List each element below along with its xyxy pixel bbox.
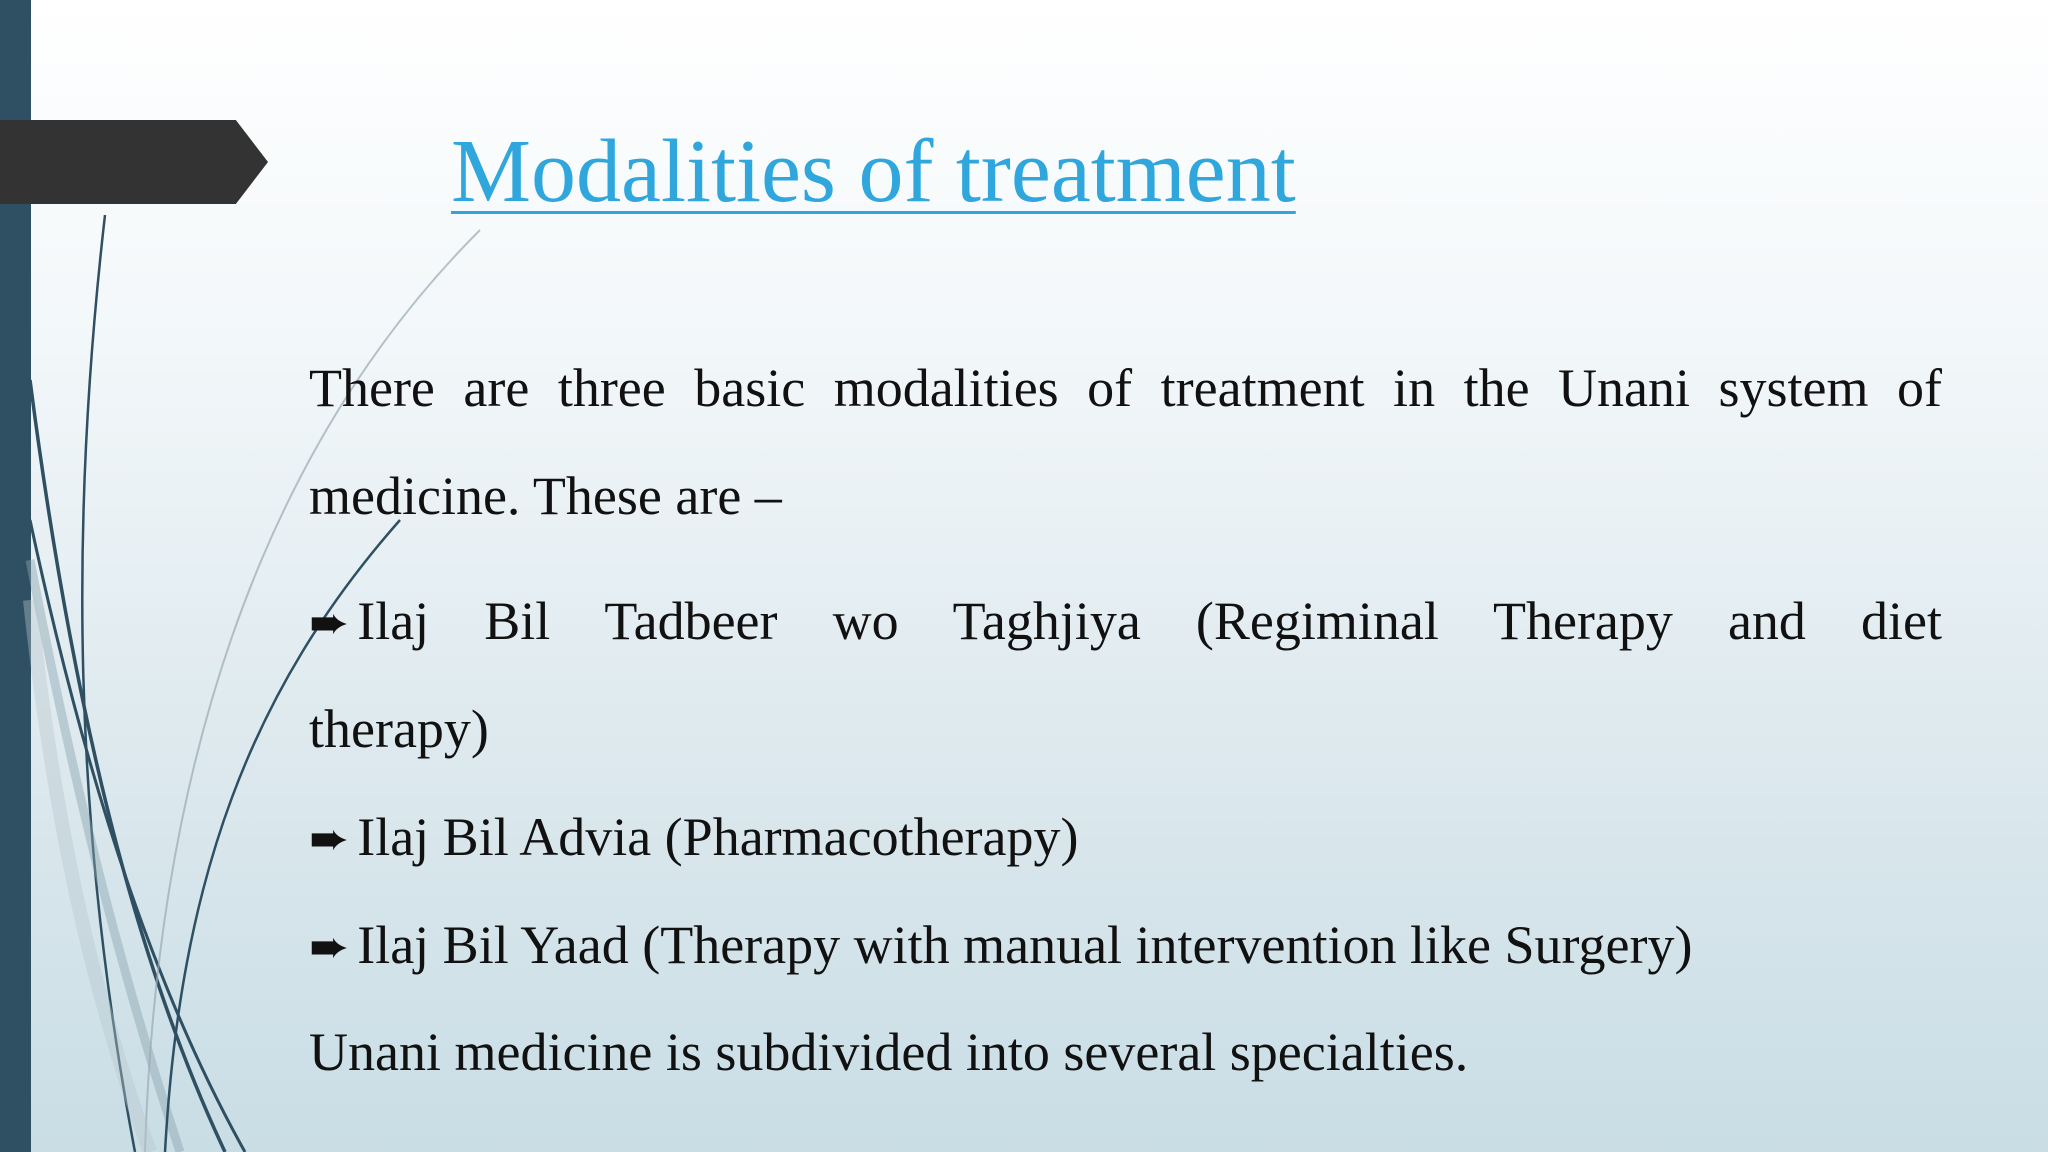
intro-line-1: There are three basic modalities of treatment in the Unani system of (309, 358, 1942, 418)
closing-line: Unani medicine is subdivided into several specialties. (309, 1022, 1469, 1082)
bullet-item-3 (309, 915, 1942, 978)
arrow-bullet-icon: ➨ (309, 813, 350, 866)
bullet-item-1-line-2: therapy) (309, 699, 489, 759)
intro-line-2: medicine. These are – (309, 466, 782, 526)
bullet-item-1-line-1: Ilaj Bil Tadbeer wo Taghjiya (Regiminal Therapy and diet (357, 591, 1942, 651)
bullet-item-2 (309, 807, 1942, 870)
arrow-bullet-icon: ➨ (309, 921, 350, 974)
arrow-tab-decoration (0, 120, 268, 204)
slide-title: Modalities of treatment (451, 122, 1296, 221)
bullet-item-3-label: Ilaj Bil Yaad (Therapy with manual intervention like Surgery) (357, 915, 1693, 975)
bullet-item-1 (309, 591, 1942, 654)
bullet-item-2-label: Ilaj Bil Advia (Pharmacotherapy) (357, 807, 1079, 867)
arrow-bullet-icon: ➨ (309, 597, 350, 650)
